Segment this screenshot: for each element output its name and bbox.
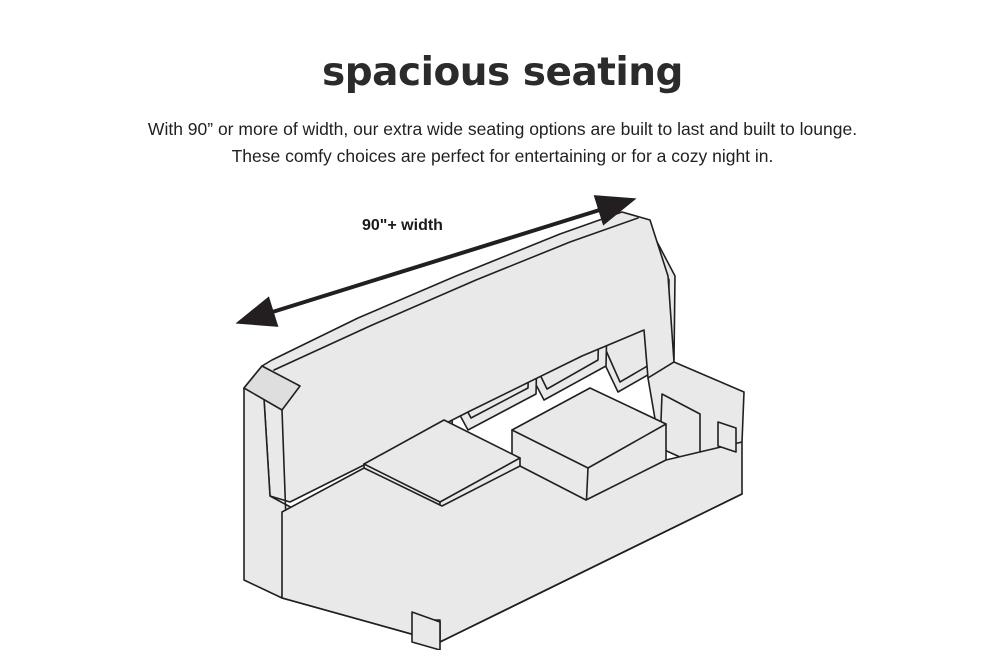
description-line-2: These comfy choices are perfect for entertaining or for a cozy night in. xyxy=(231,146,774,166)
description-text xyxy=(0,116,1005,170)
description-line-1: With 90” or more of width, our extra wide seating options are built to last and built to lounge. xyxy=(147,119,858,139)
sofa-line-drawing-svg xyxy=(230,180,790,650)
sofa-illustration xyxy=(230,180,790,650)
width-measurement-label: 90"+ width xyxy=(362,217,443,234)
sofa-body-group xyxy=(244,212,744,650)
sofa-leg-right xyxy=(718,422,736,452)
page-title: spacious seating xyxy=(322,50,683,95)
